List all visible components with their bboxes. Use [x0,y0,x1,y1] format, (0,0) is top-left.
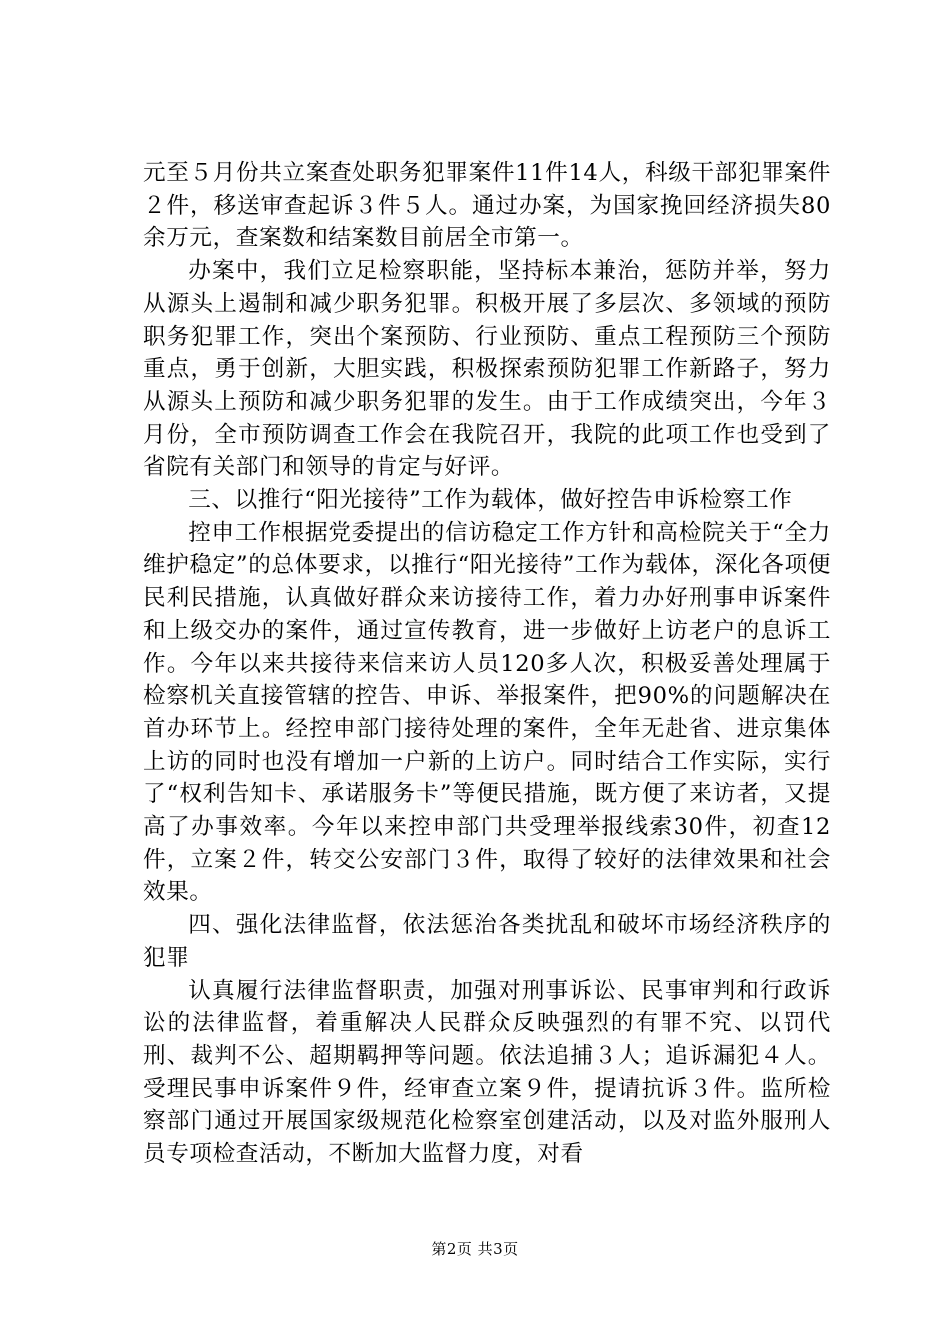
paragraph-legal-supervision: 认真履行法律监督职责，加强对刑事诉讼、民事审判和行政诉讼的法律监督，着重解决人民群众反映强烈的有罪不究、以罚代刑、裁判不公、超期羁押等问题。依法追捕３人；追诉漏犯４人。受理民事申诉案件９件，经审查立案９件，提请抗诉３件。监所检察部门通过开展国家级规范化检察室创建活动，以及对监外服刑人员专项检查活动，不断加大监督力度，对看 [143,977,831,1168]
paragraph-prevention: 办案中，我们立足检察职能，坚持标本兼治，惩防并举，努力从源头上遏制和减少职务犯罪。积极开展了多层次、多领域的预防职务犯罪工作，突出个案预防、行业预防、重点工程预防三个预防重点，勇于创新，大胆实践，积极探索预防犯罪工作新路子，努力从源头上预防和减少职务犯罪的发生。由于工作成绩突出，今年３月份，全市预防调查工作会在我院召开，我院的此项工作也受到了省院有关部门和领导的肯定与好评。 [143,258,831,481]
paragraph-case-summary: 元至５月份共立案查处职务犯罪案件11件14人，科级干部犯罪案件２件，移送审查起诉３件５人。通过办案，为国家挽回经济损失80余万元，查案数和结案数目前居全市第一。 [143,160,831,252]
document-body [143,157,831,1171]
paragraph-complaints: 控申工作根据党委提出的信访稳定工作方针和高检院关于“全力维护稳定”的总体要求，以推行“阳光接待”工作为载体，深化各项便民利民措施，认真做好群众来访接待工作，着力办好刑事申诉案件和上级交办的案件，通过宣传教育，进一步做好上访老户的息诉工作。今年以来共接待来信来访人员120多人次，积极妥善处理属于检察机关直接管辖的控告、申诉、举报案件，把90%的问题解决在首办环节上。经控申部门接待处理的案件，全年无赴省、进京集体上访的同时也没有增加一户新的上访户。同时结合工作实际，实行了“权利告知卡、承诺服务卡”等便民措施，既方便了来访者，又提高了办事效率。今年以来控申部门共受理举报线索30件，初查12件，立案２件，转交公安部门３件，取得了较好的法律效果和社会效果。 [143,519,831,906]
section-heading-four: 四、强化法律监督，依法惩治各类扰乱和破坏市场经济秩序的犯罪 [143,912,831,971]
section-heading-three: 三、以推行“阳光接待”工作为载体，做好控告申诉检察工作 [188,487,793,514]
page-number-footer: 第2页 共3页 [431,1240,519,1258]
